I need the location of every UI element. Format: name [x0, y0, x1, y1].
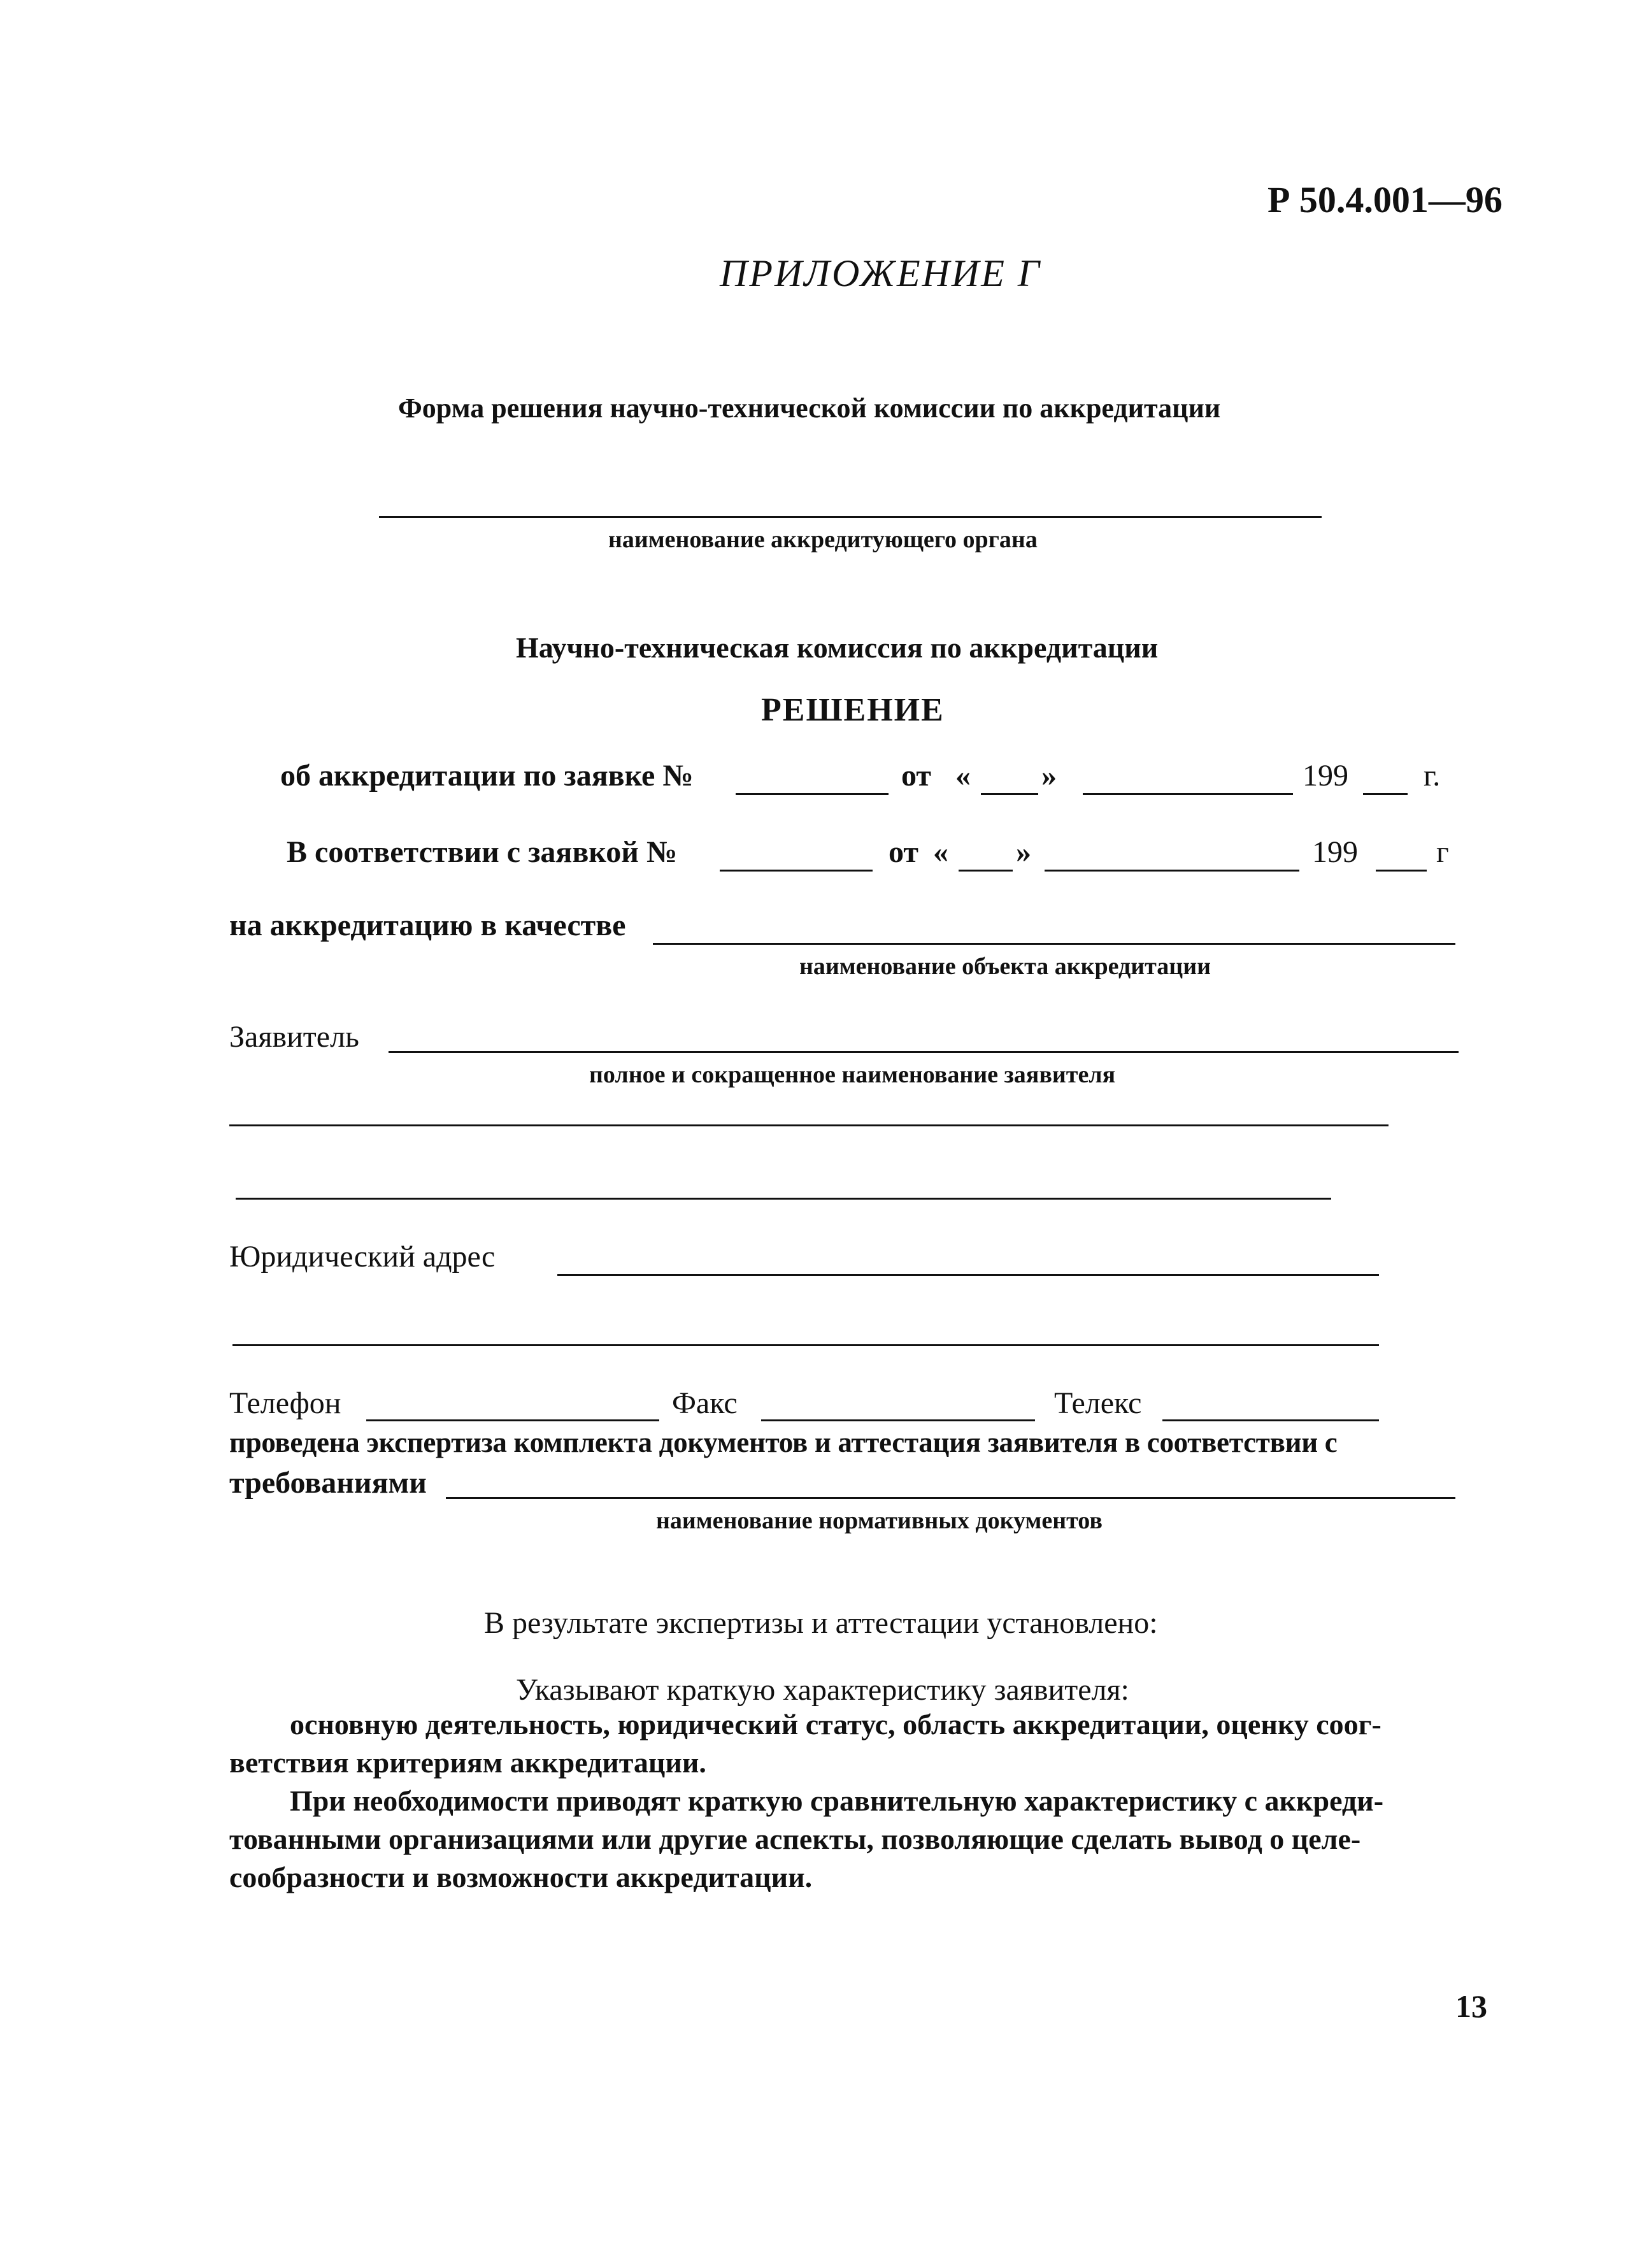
phone-label: Телефон	[229, 1386, 341, 1420]
phone-line	[366, 1419, 659, 1421]
applicant-line	[389, 1051, 1459, 1053]
row1-number-line	[736, 793, 889, 795]
telex-label: Телекс	[1054, 1386, 1142, 1420]
fax-line	[761, 1419, 1035, 1421]
applicant-label: Заявитель	[229, 1020, 359, 1054]
fax-label: Факс	[672, 1386, 738, 1420]
row2-day-line	[959, 870, 1013, 872]
row1-from: от	[901, 759, 931, 793]
row3-line	[653, 943, 1455, 945]
decision-title: РЕШЕНИЕ	[761, 692, 945, 728]
accrediting-body-line	[379, 516, 1322, 518]
document-number: Р 50.4.001—96	[1267, 179, 1503, 220]
row1-year-suffix: г.	[1424, 759, 1441, 793]
requirements-label: требованиями	[229, 1466, 427, 1500]
legal-address-line	[557, 1274, 1379, 1276]
para2-line3: сообразности и возможности аккредитации.	[229, 1861, 813, 1893]
row1-month-line	[1083, 793, 1293, 795]
row1-year: 199	[1303, 759, 1348, 793]
form-title: Форма решения научно-технической комиссии по аккредитации	[398, 392, 1221, 424]
applicant-caption: полное и сокращенное наименование заявителя	[589, 1061, 1116, 1088]
row1-quote-close: »	[1041, 759, 1057, 793]
row2-year-line	[1376, 870, 1427, 872]
commission-title: Научно-техническая комиссия по аккредитации	[516, 631, 1159, 664]
appendix-title: ПРИЛОЖЕНИЕ Г	[720, 252, 1042, 294]
row2-label: В соответствии с заявкой №	[287, 835, 678, 869]
row2-year-suffix: г	[1436, 835, 1449, 869]
row2-month-line	[1045, 870, 1299, 872]
indicate-heading: Указывают краткую характеристику заявителя:	[516, 1673, 1129, 1707]
row2-number-line	[720, 870, 873, 872]
requirements-caption: наименование нормативных документов	[656, 1507, 1103, 1534]
legal-address-line-2	[232, 1344, 1379, 1346]
row1-label: об аккредитации по заявке №	[280, 759, 694, 793]
para1-line2: ветствия критериям аккредитации.	[229, 1746, 706, 1779]
telex-line	[1162, 1419, 1379, 1421]
expertise-line: проведена экспертиза комплекта документов и аттестация заявителя в соответствии с	[229, 1426, 1338, 1458]
para1-line1: основную деятельность, юридический статус, область аккредитации, оценку соог-	[290, 1708, 1382, 1740]
row2-quote-close: »	[1016, 835, 1031, 869]
row1-year-line	[1363, 793, 1408, 795]
para2-line1: При необходимости приводят краткую сравнительную характеристику с аккреди-	[290, 1784, 1384, 1817]
para2-line2: тованными организациями или другие аспекты, позволяющие сделать вывод о целе-	[229, 1823, 1361, 1855]
applicant-line-2	[229, 1124, 1389, 1126]
row1-quote-open: «	[955, 759, 971, 793]
page-number: 13	[1455, 1988, 1487, 2024]
legal-address-label: Юридический адрес	[229, 1240, 496, 1274]
row2-quote-open: «	[933, 835, 948, 869]
row2-from: от	[889, 835, 918, 869]
row3-caption: наименование объекта аккредитации	[799, 953, 1211, 980]
accrediting-body-caption: наименование аккредитующего органа	[608, 526, 1038, 553]
row3-label: на аккредитацию в качестве	[229, 908, 626, 942]
row2-year: 199	[1312, 835, 1358, 869]
row1-day-line	[981, 793, 1038, 795]
result-heading: В результате экспертизы и аттестации установлено:	[484, 1606, 1158, 1640]
applicant-line-3	[236, 1198, 1331, 1200]
requirements-line	[446, 1497, 1455, 1499]
